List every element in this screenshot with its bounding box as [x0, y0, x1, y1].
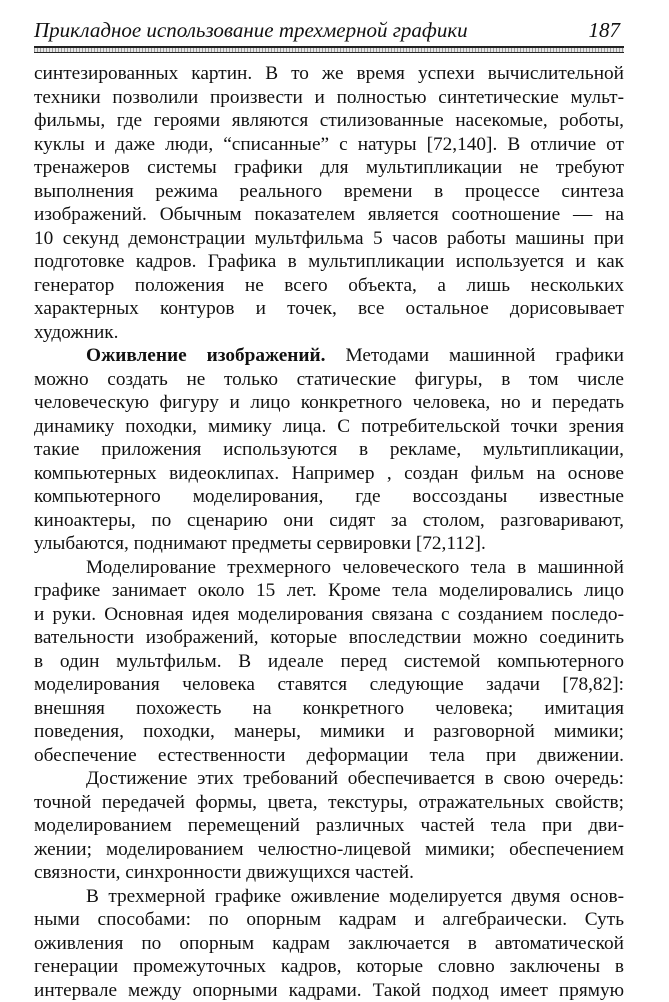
body-text	[34, 62, 624, 1002]
text-line: ными способами: по опорным кадрам и алгебраически. Суть	[34, 908, 624, 932]
text-line: тренажеров системы графики для мультипликации не требуют	[34, 156, 624, 180]
text-line: улыбаются, поднимают предметы сервировки [72,112].	[34, 532, 624, 556]
text-line: жении; моделированием челюстно-лицевой мимики; обеспечением	[34, 838, 624, 862]
text-line: подготовке кадров. Графика в мультипликации используется и как	[34, 250, 624, 274]
text-line: техники позволили произвести и полностью синтетические мульт-	[34, 86, 624, 110]
page-number: 187	[589, 18, 621, 43]
text-line: 10 секунд демонстрации мультфильма 5 часов работы машины при	[34, 227, 624, 251]
text-line: внешняя похожесть на конкретного человека; имитация	[34, 697, 624, 721]
run-in-heading: Оживление изображений.	[86, 345, 325, 366]
text-line: характерных контуров и точек, все остальное дорисовывает	[34, 297, 624, 321]
text-line: изображений. Обычным показателем является соотношение — на	[34, 203, 624, 227]
running-title: Прикладное использование трехмерной графики	[34, 18, 468, 43]
running-header	[34, 14, 626, 44]
text-line: куклы и даже люди, “списанные” с натуры [72,140]. В отличие от	[34, 133, 624, 157]
text-line: графике занимает около 15 лет. Кроме тела моделировались лицо	[34, 579, 624, 603]
text-line: вательности изображений, которые впоследствии можно соединить	[34, 626, 624, 650]
text-line: человеческую фигуру и лицо конкретного человека, но и передать	[34, 391, 624, 415]
paragraph-heading-line	[34, 344, 624, 368]
text-line: обеспечение естественности деформации тела при движении.	[34, 744, 624, 768]
text-line: моделированием перемещений различных частей тела при дви-	[34, 814, 624, 838]
text-line: выполнения режима реального времени в процессе синтеза	[34, 180, 624, 204]
text-line: художник.	[34, 321, 624, 345]
text-line: связности, синхронности движущихся частей.	[34, 861, 624, 885]
text-line: киноактеры, по сценарию они сидят за столом, разговаривают,	[34, 509, 624, 533]
header-rule	[34, 46, 624, 53]
text-line: Достижение этих требований обеспечивается в свою очередь:	[34, 767, 624, 791]
text-line: такие приложения используются в рекламе, мультипликации,	[34, 438, 624, 462]
text-line: моделирования человека ставятся следующие задачи [78,82]:	[34, 673, 624, 697]
text-line: генерации промежуточных кадров, которые словно заключены в	[34, 955, 624, 979]
text-line: компьютерного моделирования, где воссозданы известные	[34, 485, 624, 509]
text-line: поведения, походки, манеры, мимики и разговорной мимики;	[34, 720, 624, 744]
text-line: динамику походки, мимику лица. С потребительской точки зрения	[34, 415, 624, 439]
text-line: точной передачей формы, цвета, текстуры, отражательных свойств;	[34, 791, 624, 815]
text-line: интервале между опорными кадрами. Такой подход имеет прямую	[34, 979, 624, 1002]
text-line: в один мультфильм. В идеале перед системой компьютерного	[34, 650, 624, 674]
text-line: Моделирование трехмерного человеческого тела в машинной	[34, 556, 624, 580]
text-line: В трехмерной графике оживление моделируется двумя основ-	[34, 885, 624, 909]
text-line: генератор положения не всего объекта, а лишь нескольких	[34, 274, 624, 298]
text-run: Методами машинной графики	[325, 345, 624, 366]
text-line: и руки. Основная идея моделирования связана с созданием последо-	[34, 603, 624, 627]
text-line: можно создать не только статические фигуры, в том числе	[34, 368, 624, 392]
text-line: компьютерных видеоклипах. Например , создан фильм на основе	[34, 462, 624, 486]
text-line: фильмы, где героями являются стилизованные насекомые, роботы,	[34, 109, 624, 133]
text-line: синтезированных картин. В то же время успехи вычислительной	[34, 62, 624, 86]
text-line: оживления по опорным кадрам заключается в автоматической	[34, 932, 624, 956]
